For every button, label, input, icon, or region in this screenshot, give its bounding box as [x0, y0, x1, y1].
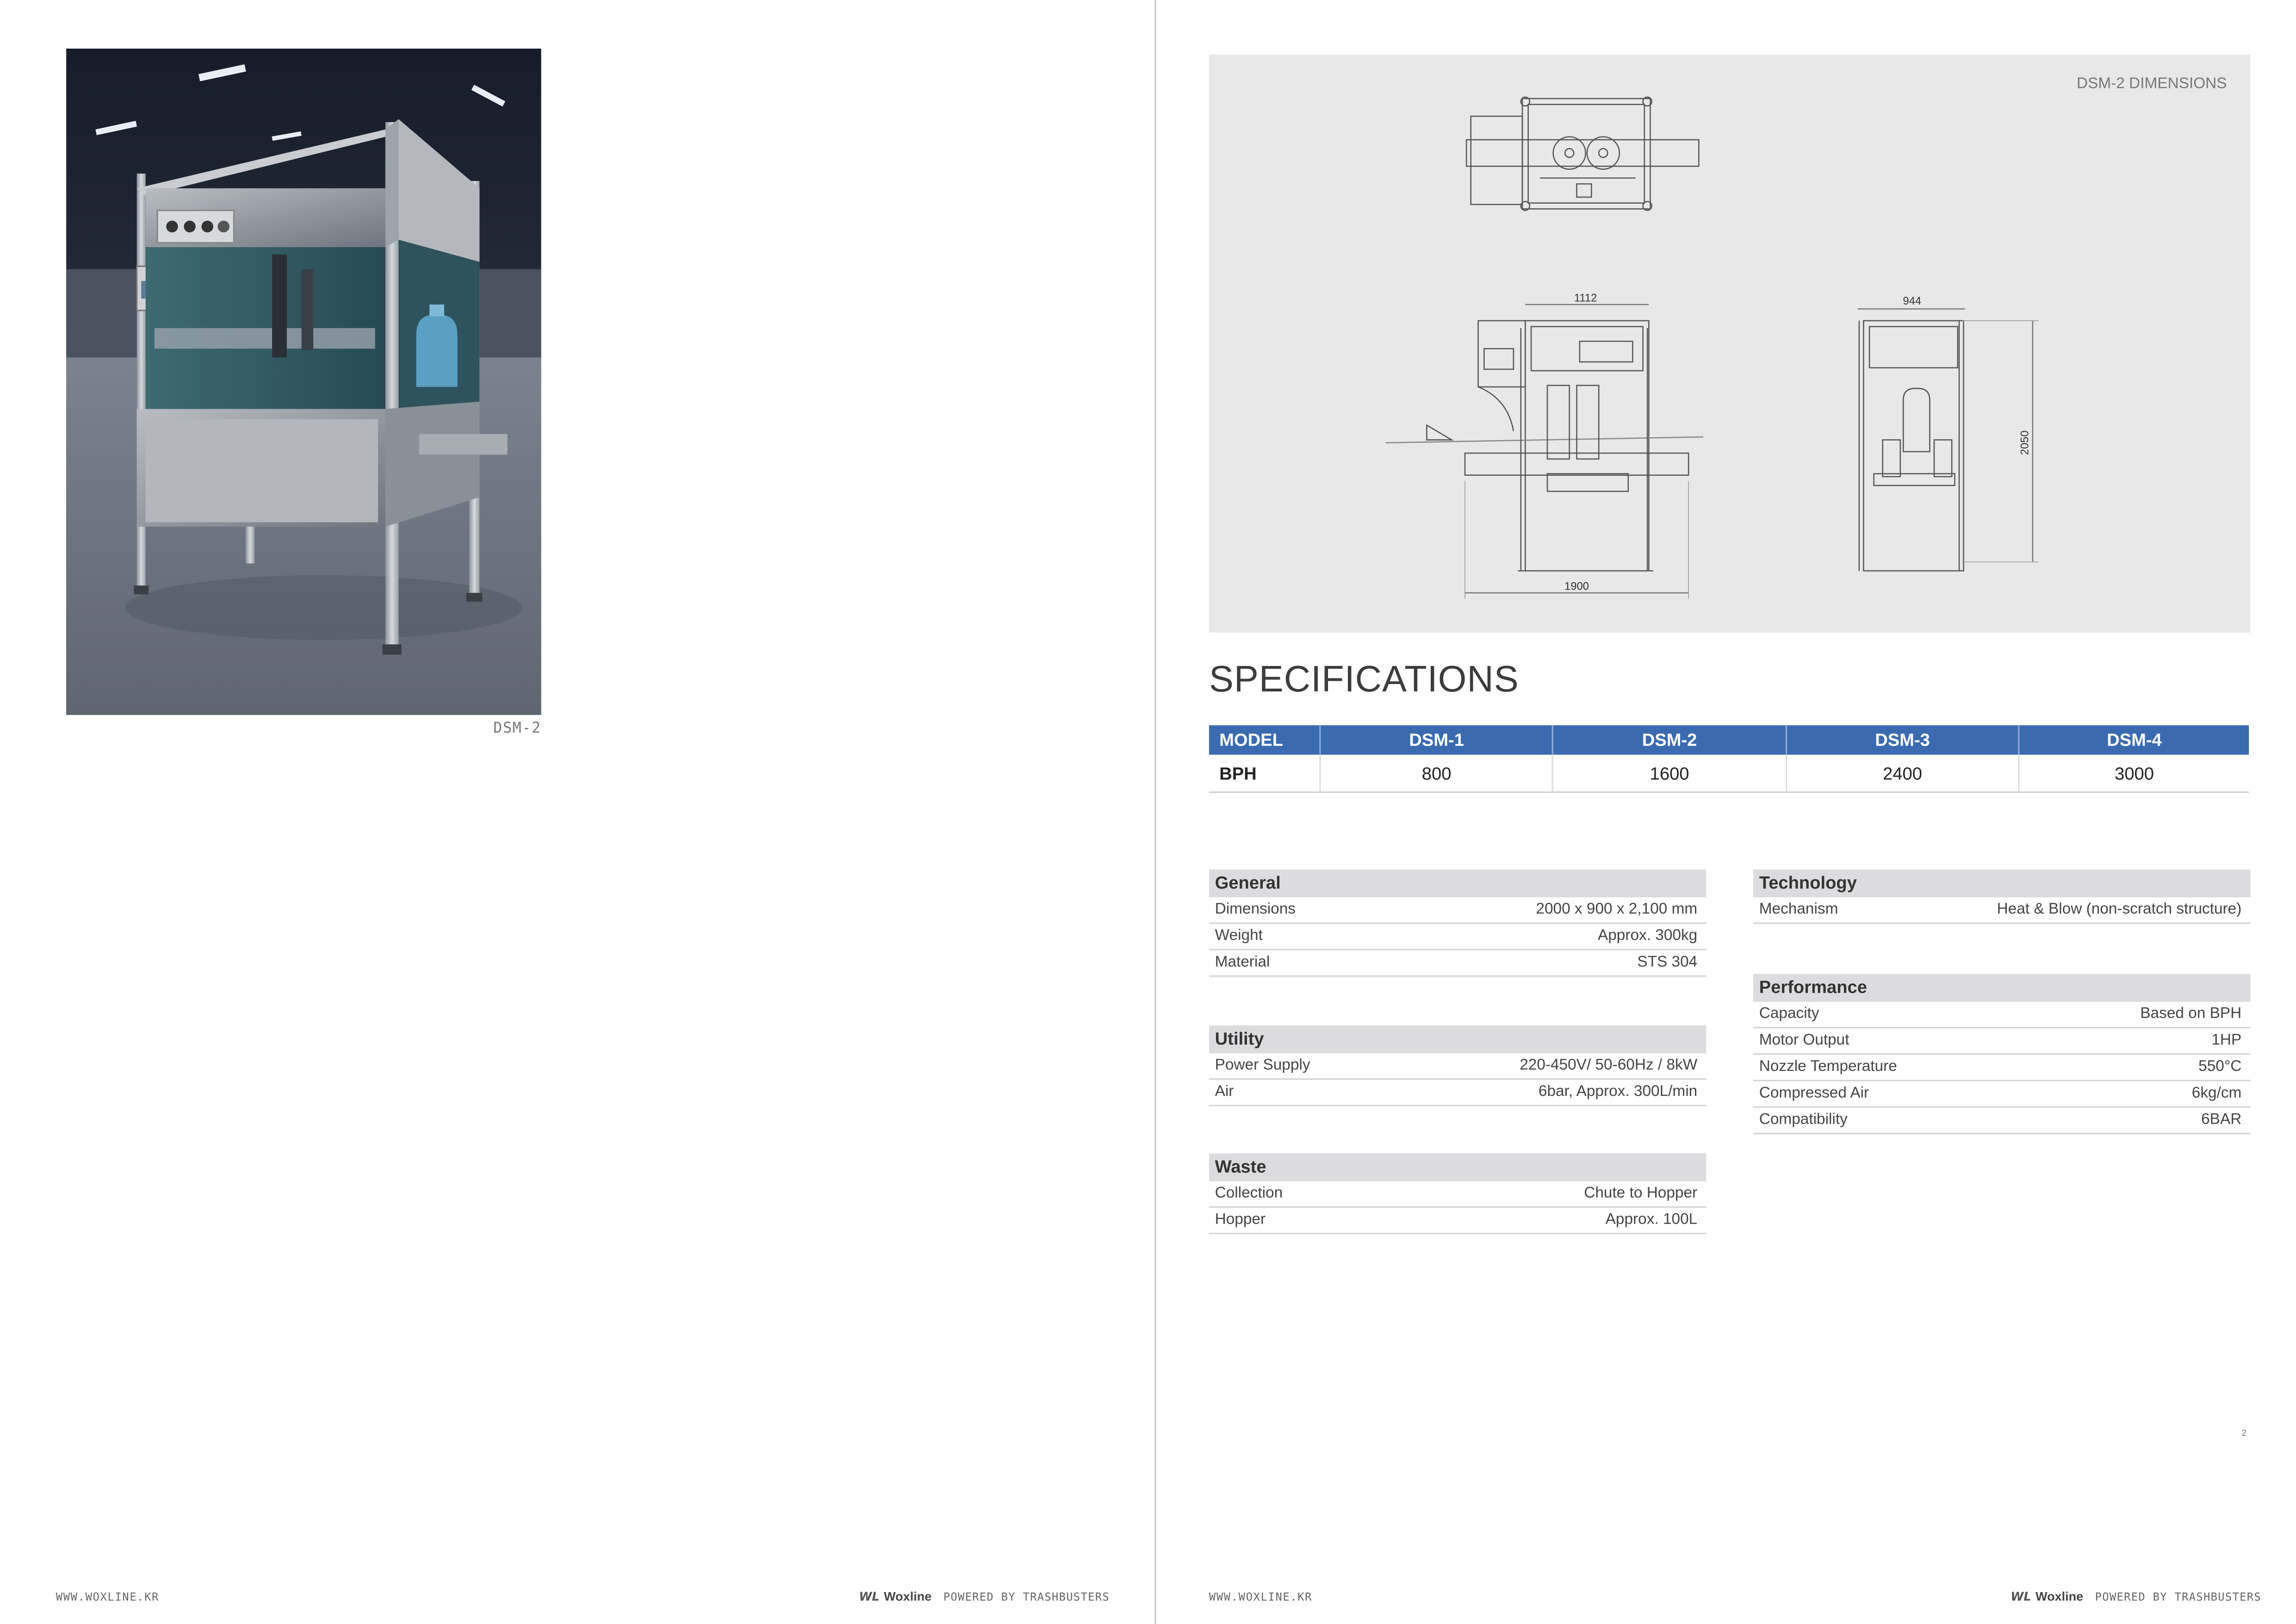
spec-value: 6BAR: [2201, 1110, 2242, 1129]
spec-row: [1209, 1181, 1706, 1207]
page-number: 2: [2241, 1430, 2246, 1439]
spec-value: 2000 x 900 x 2,100 mm: [1536, 900, 1698, 918]
spec-value: Heat & Blow (non-scratch structure): [1997, 900, 2242, 918]
spec-value: Based on BPH: [2140, 1005, 2242, 1023]
page-divider: [1154, 0, 1156, 1624]
spec-value: Approx. 300kg: [1597, 927, 1698, 945]
spec-value: STS 304: [1637, 953, 1698, 971]
spec-block-general: [1209, 870, 1706, 977]
powered-by-text: POWERED BY TRASHBUSTERS: [2095, 1589, 2262, 1603]
spec-value: 6bar, Approx. 300L/min: [1538, 1083, 1698, 1101]
spec-row: [1753, 1055, 2250, 1081]
spec-label: Dimensions: [1215, 900, 1296, 918]
woxline-logo-mark: WL: [859, 1589, 880, 1603]
drawing-title: DSM-2 DIMENSIONS: [2077, 75, 2227, 93]
spec-value: 6kg/cm: [2191, 1084, 2242, 1102]
spec-label: Collection: [1215, 1184, 1283, 1202]
spec-block-title: Utility: [1209, 1026, 1706, 1053]
technical-drawing: [1209, 55, 2251, 633]
spec-block-title: Waste: [1209, 1153, 1706, 1181]
woxline-logo-mark: WL: [2011, 1589, 2031, 1603]
footer-website[interactable]: WWW.WOXLINE.KR: [1209, 1590, 1313, 1604]
dim-label-width-front: 1112: [1574, 292, 1597, 305]
model-header-cell: DSM-4: [2019, 725, 2249, 755]
footer-website[interactable]: WWW.WOXLINE.KR: [56, 1590, 159, 1604]
spec-block-performance: [1753, 974, 2250, 1134]
bph-row-label: BPH: [1209, 755, 1320, 792]
spec-row: [1209, 950, 1706, 977]
spec-row: [1753, 897, 2250, 924]
table-header-row: [1209, 725, 2249, 755]
footer-brand: [859, 1589, 1110, 1604]
spec-label: Capacity: [1759, 1005, 1819, 1023]
spec-label: Compressed Air: [1759, 1084, 1869, 1102]
bph-value-cell: 1600: [1553, 755, 1786, 792]
spec-row: [1209, 924, 1706, 950]
spec-label: Hopper: [1215, 1211, 1266, 1229]
table-row: [1209, 755, 2249, 792]
spec-row: [1209, 1208, 1706, 1234]
spec-value: Approx. 100L: [1605, 1211, 1698, 1229]
dimensions-drawing-panel: [1209, 55, 2251, 633]
spec-block-title: Technology: [1753, 870, 2250, 897]
spec-row: [1753, 1002, 2250, 1028]
spec-value: 550°C: [2198, 1058, 2242, 1076]
spec-row: [1209, 897, 1706, 924]
model-header-cell: DSM-1: [1320, 725, 1553, 755]
spec-label: Air: [1215, 1083, 1234, 1101]
spec-value: 1HP: [2211, 1031, 2242, 1049]
spec-row: [1753, 1028, 2250, 1055]
machine-photo: [66, 49, 541, 715]
spec-value: 220-450V/ 50-60Hz / 8kW: [1520, 1056, 1698, 1074]
woxline-logo: [859, 1589, 931, 1604]
bph-value-cell: 2400: [1786, 755, 2019, 792]
spec-label: Motor Output: [1759, 1031, 1849, 1049]
spec-row: [1209, 1053, 1706, 1080]
brand-name: Woxline: [884, 1588, 932, 1604]
specifications-heading: SPECIFICATIONS: [1209, 659, 1519, 701]
bph-value-cell: 3000: [2019, 755, 2249, 792]
footer-brand: [2011, 1589, 2261, 1604]
powered-by-text: POWERED BY TRASHBUSTERS: [943, 1589, 1110, 1603]
model-header-cell: DSM-2: [1553, 725, 1786, 755]
spec-row: [1209, 1080, 1706, 1106]
dim-label-length: 1900: [1564, 580, 1589, 593]
spec-block-title: Performance: [1753, 974, 2250, 1002]
brand-name: Woxline: [2035, 1588, 2084, 1604]
spec-label: Nozzle Temperature: [1759, 1058, 1897, 1076]
spec-row: [1753, 1108, 2250, 1134]
dim-label-width-side: 944: [1903, 294, 1922, 307]
photo-caption: DSM-2: [493, 721, 541, 737]
spec-label: Weight: [1215, 927, 1263, 945]
woxline-logo: [2011, 1589, 2083, 1604]
spec-value: Chute to Hopper: [1584, 1184, 1698, 1202]
spec-block-title: General: [1209, 870, 1706, 897]
spec-label: Compatibility: [1759, 1110, 1848, 1129]
model-header-label: MODEL: [1209, 725, 1320, 755]
spec-block-utility: [1209, 1026, 1706, 1107]
spec-label: Material: [1215, 953, 1270, 971]
model-header-cell: DSM-3: [1786, 725, 2019, 755]
spec-label: Mechanism: [1759, 900, 1838, 918]
bph-value-cell: 800: [1320, 755, 1553, 792]
spec-block-waste: [1209, 1153, 1706, 1234]
dim-label-height: 2050: [2018, 430, 2031, 455]
model-bph-table: [1209, 725, 2249, 793]
spec-row: [1753, 1081, 2250, 1108]
spec-label: Power Supply: [1215, 1056, 1310, 1074]
spec-block-technology: [1753, 870, 2250, 924]
